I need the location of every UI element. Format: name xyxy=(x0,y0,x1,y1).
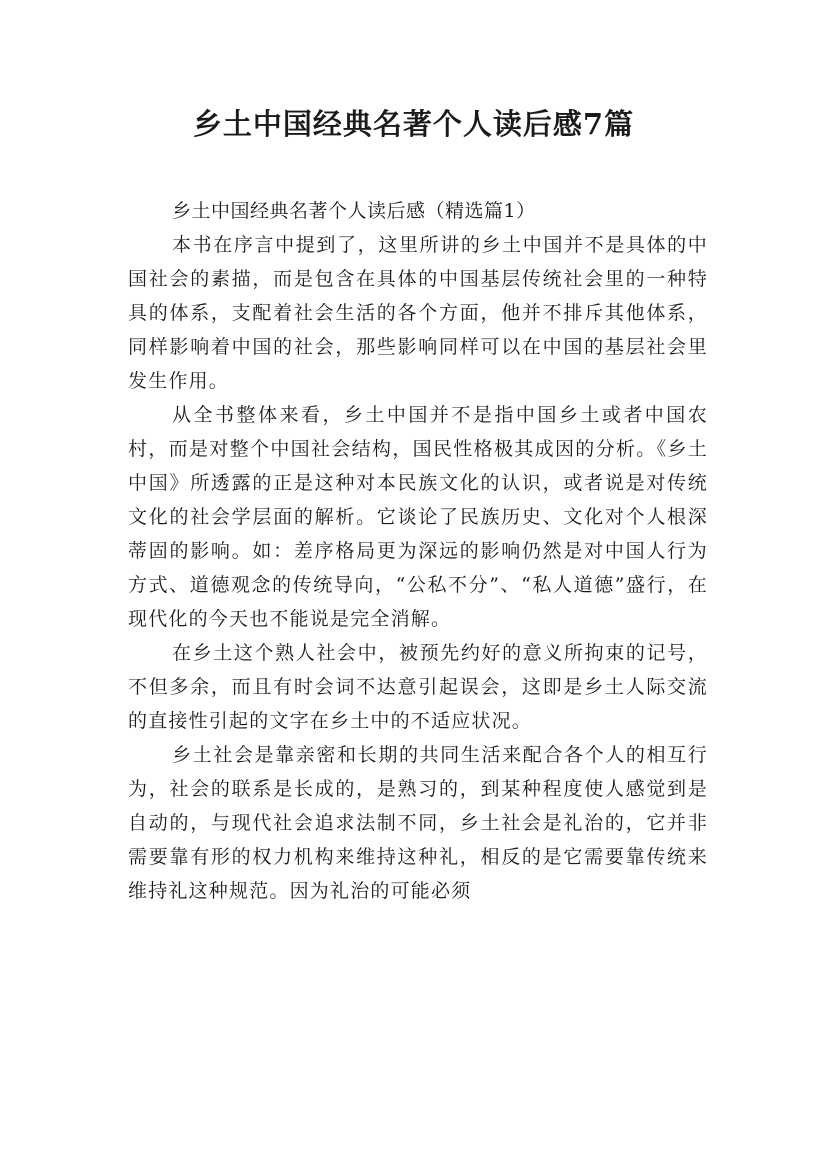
section-heading: 乡土中国经典名著个人读后感（精选篇1） xyxy=(172,200,536,222)
document-body xyxy=(128,194,708,908)
paragraph-3: 在乡土这个熟人社会中，被预先约好的意义所拘束的记号，不但多余，而且有时会词不达意引起误会，这即是乡土人际交流的直接性引起的文字在乡土中的不适应状况。 xyxy=(128,642,708,732)
document-title: 乡土中国经典名著个人读后感7篇 xyxy=(192,107,635,141)
paragraph-1: 本书在序言中提到了，这里所讲的乡土中国并不是具体的中国社会的素描，而是包含在具体的中国基层传统社会里的一种特具的体系，支配着社会生活的各个方面，他并不排斥其他体系，同样影响着中国的社会，那些影响同样可以在中国的基层社会里发生作用。 xyxy=(128,234,708,392)
paragraph-2: 从全书整体来看，乡土中国并不是指中国乡土或者中国农村，而是对整个中国社会结构，国民性格极其成因的分析。《乡土中国》所透露的正是这种对本民族文化的认识，或者说是对传统文化的社会学层面的解析。它谈论了民族历史、文化对个人根深蒂固的影响。如：差序格局更为深远的影响仍然是对中国人行为方式、道德观念的传统导向，“公私不分”、“私人道德”盛行，在现代化的今天也不能说是完全消解。 xyxy=(128,404,708,630)
paragraph-4: 乡土社会是靠亲密和长期的共同生活来配合各个人的相互行为，社会的联系是长成的，是熟习的，到某种程度使人感觉到是自动的，与现代社会追求法制不同，乡土社会是礼治的，它并非需要靠有形的权力机构来维持这种礼，相反的是它需要靠传统来维持礼这种规范。因为礼治的可能必须 xyxy=(128,744,708,902)
